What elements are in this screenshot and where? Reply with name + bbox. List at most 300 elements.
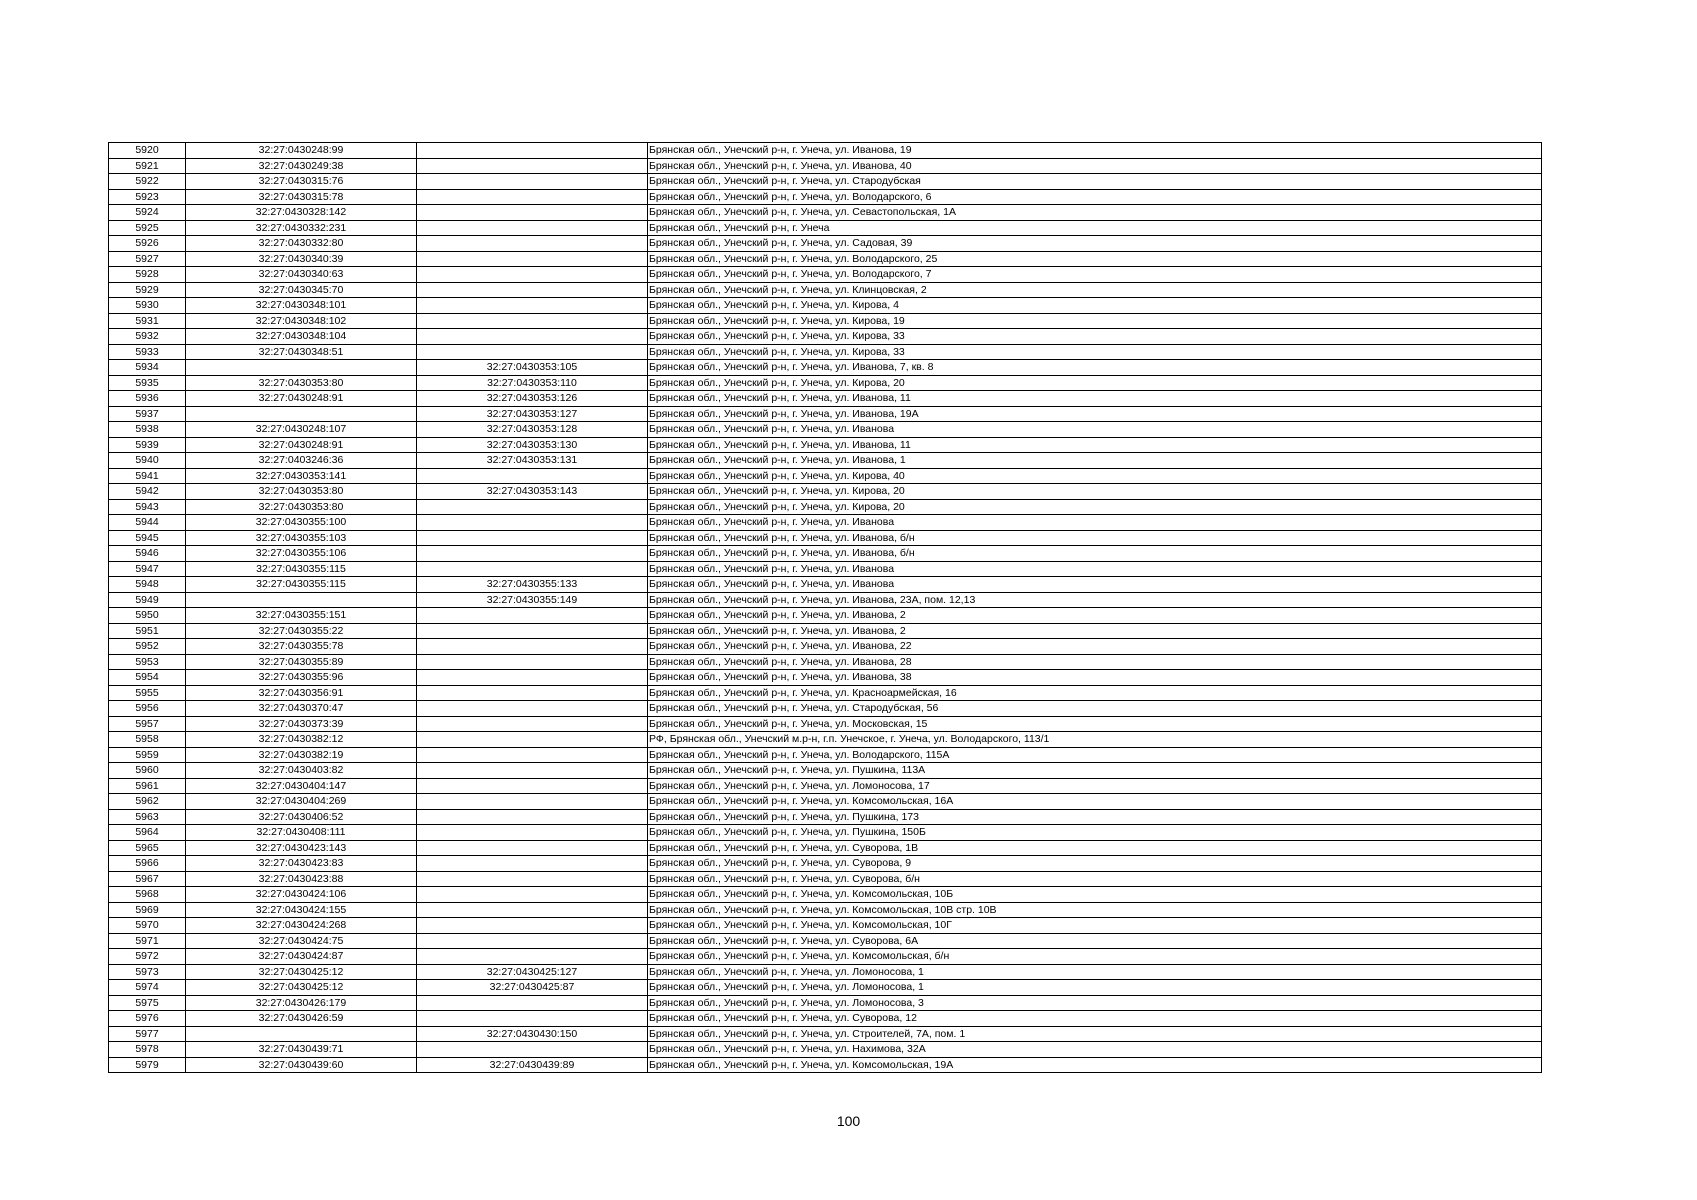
cadastral-number-cell: 32:27:0430355:96 [186, 670, 417, 686]
cadastral-table [108, 142, 1542, 1073]
cadastral-number-cell [186, 360, 417, 376]
address-cell: Брянская обл., Унечский р-н, г. Унеча, ул. Комсомольская, 19А [648, 1057, 1542, 1073]
cadastral-number-cell: 32:27:0430439:71 [186, 1042, 417, 1058]
row-number-cell: 5928 [109, 267, 186, 283]
table-row [109, 654, 1542, 670]
table-row [109, 561, 1542, 577]
table-row [109, 406, 1542, 422]
table-row [109, 499, 1542, 515]
cadastral-number-cell: 32:27:0430355:89 [186, 654, 417, 670]
address-cell: РФ, Брянская обл., Унечский м.р-н, г.п. Унечское, г. Унеча, ул. Володарского, 113/1 [648, 732, 1542, 748]
table-row [109, 515, 1542, 531]
related-cadastral-number-cell [417, 267, 648, 283]
cadastral-number-cell: 32:27:0430404:269 [186, 794, 417, 810]
related-cadastral-number-cell: 32:27:0430353:143 [417, 484, 648, 500]
table-row [109, 809, 1542, 825]
table-row [109, 933, 1542, 949]
address-cell: Брянская обл., Унечский р-н, г. Унеча, ул. Красноармейская, 16 [648, 685, 1542, 701]
address-cell: Брянская обл., Унечский р-н, г. Унеча, ул. Ломоносова, 17 [648, 778, 1542, 794]
table-row [109, 1026, 1542, 1042]
address-cell: Брянская обл., Унечский р-н, г. Унеча, ул. Севастопольская, 1А [648, 205, 1542, 221]
related-cadastral-number-cell [417, 871, 648, 887]
address-cell: Брянская обл., Унечский р-н, г. Унеча, ул. Комсомольская, 10Г [648, 918, 1542, 934]
table-row [109, 267, 1542, 283]
related-cadastral-number-cell: 32:27:0430425:87 [417, 980, 648, 996]
address-cell: Брянская обл., Унечский р-н, г. Унеча, ул. Иванова, б/н [648, 530, 1542, 546]
cadastral-number-cell: 32:27:0430424:75 [186, 933, 417, 949]
table-row [109, 329, 1542, 345]
table-row [109, 732, 1542, 748]
cadastral-number-cell [186, 1026, 417, 1042]
table-row [109, 236, 1542, 252]
address-cell: Брянская обл., Унечский р-н, г. Унеча, ул. Иванова, 2 [648, 608, 1542, 624]
row-number-cell: 5950 [109, 608, 186, 624]
row-number-cell: 5932 [109, 329, 186, 345]
cadastral-number-cell: 32:27:0430328:142 [186, 205, 417, 221]
related-cadastral-number-cell [417, 716, 648, 732]
address-cell: Брянская обл., Унечский р-н, г. Унеча, ул. Кирова, 4 [648, 298, 1542, 314]
related-cadastral-number-cell [417, 840, 648, 856]
address-cell: Брянская обл., Унечский р-н, г. Унеча, ул. Иванова, 40 [648, 158, 1542, 174]
related-cadastral-number-cell [417, 949, 648, 965]
related-cadastral-number-cell: 32:27:0430353:110 [417, 375, 648, 391]
table-row [109, 716, 1542, 732]
row-number-cell: 5969 [109, 902, 186, 918]
cadastral-number-cell: 32:27:0430382:12 [186, 732, 417, 748]
table-row [109, 174, 1542, 190]
cadastral-number-cell: 32:27:0430370:47 [186, 701, 417, 717]
related-cadastral-number-cell [417, 623, 648, 639]
related-cadastral-number-cell [417, 685, 648, 701]
row-number-cell: 5958 [109, 732, 186, 748]
cadastral-number-cell: 32:27:0403246:36 [186, 453, 417, 469]
address-cell: Брянская обл., Унечский р-н, г. Унеча, ул. Иванова, 22 [648, 639, 1542, 655]
related-cadastral-number-cell: 32:27:0430353:128 [417, 422, 648, 438]
related-cadastral-number-cell: 32:27:0430353:105 [417, 360, 648, 376]
related-cadastral-number-cell [417, 887, 648, 903]
related-cadastral-number-cell [417, 825, 648, 841]
row-number-cell: 5953 [109, 654, 186, 670]
related-cadastral-number-cell [417, 313, 648, 329]
address-cell: Брянская обл., Унечский р-н, г. Унеча, ул. Володарского, 25 [648, 251, 1542, 267]
row-number-cell: 5936 [109, 391, 186, 407]
row-number-cell: 5960 [109, 763, 186, 779]
address-cell: Брянская обл., Унечский р-н, г. Унеча, ул. Садовая, 39 [648, 236, 1542, 252]
cadastral-number-cell: 32:27:0430423:88 [186, 871, 417, 887]
row-number-cell: 5972 [109, 949, 186, 965]
row-number-cell: 5951 [109, 623, 186, 639]
table-row [109, 639, 1542, 655]
row-number-cell: 5959 [109, 747, 186, 763]
related-cadastral-number-cell: 32:27:0430430:150 [417, 1026, 648, 1042]
related-cadastral-number-cell [417, 732, 648, 748]
cadastral-number-cell: 32:27:0430373:39 [186, 716, 417, 732]
row-number-cell: 5931 [109, 313, 186, 329]
cadastral-number-cell: 32:27:0430315:76 [186, 174, 417, 190]
cadastral-number-cell: 32:27:0430340:39 [186, 251, 417, 267]
related-cadastral-number-cell: 32:27:0430439:89 [417, 1057, 648, 1073]
related-cadastral-number-cell [417, 778, 648, 794]
related-cadastral-number-cell [417, 701, 648, 717]
table-row [109, 1057, 1542, 1073]
cadastral-number-cell: 32:27:0430355:115 [186, 561, 417, 577]
table-row [109, 995, 1542, 1011]
cadastral-number-cell: 32:27:0430406:52 [186, 809, 417, 825]
cadastral-number-cell: 32:27:0430348:101 [186, 298, 417, 314]
table-row [109, 546, 1542, 562]
related-cadastral-number-cell [417, 763, 648, 779]
cadastral-number-cell: 32:27:0430348:102 [186, 313, 417, 329]
related-cadastral-number-cell [417, 282, 648, 298]
address-cell: Брянская обл., Унечский р-н, г. Унеча, ул. Кирова, 19 [648, 313, 1542, 329]
row-number-cell: 5963 [109, 809, 186, 825]
cadastral-number-cell: 32:27:0430353:141 [186, 468, 417, 484]
table-row [109, 825, 1542, 841]
related-cadastral-number-cell [417, 902, 648, 918]
row-number-cell: 5945 [109, 530, 186, 546]
row-number-cell: 5954 [109, 670, 186, 686]
table-row [109, 375, 1542, 391]
related-cadastral-number-cell [417, 329, 648, 345]
row-number-cell: 5930 [109, 298, 186, 314]
address-cell: Брянская обл., Унечский р-н, г. Унеча, ул. Иванова, 38 [648, 670, 1542, 686]
address-cell: Брянская обл., Унечский р-н, г. Унеча, ул. Суворова, 6А [648, 933, 1542, 949]
cadastral-number-cell: 32:27:0430248:91 [186, 391, 417, 407]
related-cadastral-number-cell [417, 298, 648, 314]
cadastral-number-cell: 32:27:0430356:91 [186, 685, 417, 701]
cadastral-number-cell: 32:27:0430348:51 [186, 344, 417, 360]
related-cadastral-number-cell: 32:27:0430425:127 [417, 964, 648, 980]
related-cadastral-number-cell [417, 158, 648, 174]
row-number-cell: 5937 [109, 406, 186, 422]
row-number-cell: 5976 [109, 1011, 186, 1027]
row-number-cell: 5975 [109, 995, 186, 1011]
address-cell: Брянская обл., Унечский р-н, г. Унеча, ул. Комсомольская, 16А [648, 794, 1542, 810]
row-number-cell: 5934 [109, 360, 186, 376]
cadastral-number-cell: 32:27:0430403:82 [186, 763, 417, 779]
row-number-cell: 5921 [109, 158, 186, 174]
row-number-cell: 5929 [109, 282, 186, 298]
row-number-cell: 5949 [109, 592, 186, 608]
address-cell: Брянская обл., Унечский р-н, г. Унеча, ул. Кирова, 33 [648, 344, 1542, 360]
row-number-cell: 5968 [109, 887, 186, 903]
cadastral-number-cell: 32:27:0430423:83 [186, 856, 417, 872]
address-cell: Брянская обл., Унечский р-н, г. Унеча, ул. Суворова, 9 [648, 856, 1542, 872]
cadastral-number-cell [186, 592, 417, 608]
address-cell: Брянская обл., Унечский р-н, г. Унеча, ул. Иванова [648, 515, 1542, 531]
table-row [109, 701, 1542, 717]
related-cadastral-number-cell [417, 670, 648, 686]
address-cell: Брянская обл., Унечский р-н, г. Унеча, ул. Суворова, б/н [648, 871, 1542, 887]
table-row [109, 794, 1542, 810]
cadastral-number-cell: 32:27:0430353:80 [186, 484, 417, 500]
cadastral-number-cell: 32:27:0430248:91 [186, 437, 417, 453]
row-number-cell: 5978 [109, 1042, 186, 1058]
table-row [109, 623, 1542, 639]
row-number-cell: 5952 [109, 639, 186, 655]
related-cadastral-number-cell [417, 794, 648, 810]
related-cadastral-number-cell [417, 856, 648, 872]
cadastral-number-cell: 32:27:0430382:19 [186, 747, 417, 763]
cadastral-number-cell: 32:27:0430315:78 [186, 189, 417, 205]
row-number-cell: 5974 [109, 980, 186, 996]
cadastral-number-cell: 32:27:0430424:87 [186, 949, 417, 965]
cadastral-number-cell: 32:27:0430355:106 [186, 546, 417, 562]
related-cadastral-number-cell [417, 561, 648, 577]
cadastral-number-cell: 32:27:0430249:38 [186, 158, 417, 174]
address-cell: Брянская обл., Унечский р-н, г. Унеча, ул. Стародубская, 56 [648, 701, 1542, 717]
table-row [109, 856, 1542, 872]
cadastral-number-cell: 32:27:0430345:70 [186, 282, 417, 298]
related-cadastral-number-cell [417, 205, 648, 221]
table-row [109, 282, 1542, 298]
row-number-cell: 5967 [109, 871, 186, 887]
cadastral-number-cell: 32:27:0430355:78 [186, 639, 417, 655]
table-row [109, 360, 1542, 376]
address-cell: Брянская обл., Унечский р-н, г. Унеча, ул. Пушкина, 150Б [648, 825, 1542, 841]
related-cadastral-number-cell [417, 530, 648, 546]
related-cadastral-number-cell [417, 174, 648, 190]
related-cadastral-number-cell [417, 933, 648, 949]
table-row [109, 747, 1542, 763]
address-cell: Брянская обл., Унечский р-н, г. Унеча, ул. Володарского, 115А [648, 747, 1542, 763]
table-row [109, 220, 1542, 236]
related-cadastral-number-cell [417, 251, 648, 267]
related-cadastral-number-cell: 32:27:0430353:127 [417, 406, 648, 422]
address-cell: Брянская обл., Унечский р-н, г. Унеча, ул. Ломоносова, 3 [648, 995, 1542, 1011]
page-number: 100 [836, 1113, 861, 1129]
table-row [109, 980, 1542, 996]
related-cadastral-number-cell [417, 1042, 648, 1058]
address-cell: Брянская обл., Унечский р-н, г. Унеча, ул. Володарского, 7 [648, 267, 1542, 283]
table-row [109, 143, 1542, 159]
cadastral-number-cell: 32:27:0430424:106 [186, 887, 417, 903]
address-cell: Брянская обл., Унечский р-н, г. Унеча, ул. Нахимова, 32А [648, 1042, 1542, 1058]
table-row [109, 871, 1542, 887]
related-cadastral-number-cell [417, 639, 648, 655]
related-cadastral-number-cell [417, 918, 648, 934]
table-row [109, 391, 1542, 407]
address-cell: Брянская обл., Унечский р-н, г. Унеча, ул. Кирова, 40 [648, 468, 1542, 484]
row-number-cell: 5946 [109, 546, 186, 562]
row-number-cell: 5944 [109, 515, 186, 531]
cadastral-number-cell: 32:27:0430340:63 [186, 267, 417, 283]
cadastral-number-cell: 32:27:0430332:231 [186, 220, 417, 236]
table-row [109, 685, 1542, 701]
table-row [109, 887, 1542, 903]
row-number-cell: 5965 [109, 840, 186, 856]
address-cell: Брянская обл., Унечский р-н, г. Унеча, ул. Иванова, б/н [648, 546, 1542, 562]
address-cell: Брянская обл., Унечский р-н, г. Унеча, ул. Иванова, 19А [648, 406, 1542, 422]
row-number-cell: 5943 [109, 499, 186, 515]
cadastral-number-cell: 32:27:0430423:143 [186, 840, 417, 856]
table-body [109, 143, 1542, 1073]
related-cadastral-number-cell [417, 236, 648, 252]
table-row [109, 530, 1542, 546]
table-row [109, 1042, 1542, 1058]
table-row [109, 344, 1542, 360]
table-row [109, 453, 1542, 469]
row-number-cell: 5920 [109, 143, 186, 159]
table-row [109, 577, 1542, 593]
address-cell: Брянская обл., Унечский р-н, г. Унеча, ул. Пушкина, 113А [648, 763, 1542, 779]
cadastral-number-cell: 32:27:0430248:99 [186, 143, 417, 159]
cadastral-number-cell: 32:27:0430248:107 [186, 422, 417, 438]
table-row [109, 918, 1542, 934]
address-cell: Брянская обл., Унечский р-н, г. Унеча, ул. Иванова, 28 [648, 654, 1542, 670]
row-number-cell: 5970 [109, 918, 186, 934]
related-cadastral-number-cell: 32:27:0430353:131 [417, 453, 648, 469]
address-cell: Брянская обл., Унечский р-н, г. Унеча, ул. Суворова, 1В [648, 840, 1542, 856]
row-number-cell: 5933 [109, 344, 186, 360]
table-row [109, 437, 1542, 453]
table-row [109, 778, 1542, 794]
address-cell: Брянская обл., Унечский р-н, г. Унеча, ул. Стародубская [648, 174, 1542, 190]
cadastral-number-cell: 32:27:0430353:80 [186, 375, 417, 391]
address-cell: Брянская обл., Унечский р-н, г. Унеча, ул. Комсомольская, б/н [648, 949, 1542, 965]
related-cadastral-number-cell: 32:27:0430355:133 [417, 577, 648, 593]
table-row [109, 313, 1542, 329]
cadastral-number-cell: 32:27:0430425:12 [186, 980, 417, 996]
table-row [109, 158, 1542, 174]
cadastral-number-cell: 32:27:0430355:151 [186, 608, 417, 624]
table-row [109, 763, 1542, 779]
row-number-cell: 5956 [109, 701, 186, 717]
row-number-cell: 5979 [109, 1057, 186, 1073]
row-number-cell: 5927 [109, 251, 186, 267]
cadastral-number-cell: 32:27:0430355:103 [186, 530, 417, 546]
cadastral-number-cell: 32:27:0430408:111 [186, 825, 417, 841]
cadastral-number-cell: 32:27:0430424:155 [186, 902, 417, 918]
related-cadastral-number-cell [417, 654, 648, 670]
address-cell: Брянская обл., Унечский р-н, г. Унеча, ул. Иванова, 11 [648, 391, 1542, 407]
address-cell: Брянская обл., Унечский р-н, г. Унеча, ул. Кирова, 20 [648, 499, 1542, 515]
cadastral-number-cell: 32:27:0430426:59 [186, 1011, 417, 1027]
related-cadastral-number-cell: 32:27:0430353:130 [417, 437, 648, 453]
address-cell: Брянская обл., Унечский р-н, г. Унеча, ул. Суворова, 12 [648, 1011, 1542, 1027]
address-cell: Брянская обл., Унечский р-н, г. Унеча, ул. Ломоносова, 1 [648, 964, 1542, 980]
cadastral-number-cell: 32:27:0430353:80 [186, 499, 417, 515]
row-number-cell: 5948 [109, 577, 186, 593]
cadastral-number-cell [186, 406, 417, 422]
address-cell: Брянская обл., Унечский р-н, г. Унеча, ул. Иванова, 23А, пом. 12,13 [648, 592, 1542, 608]
row-number-cell: 5935 [109, 375, 186, 391]
table-row [109, 189, 1542, 205]
cadastral-number-cell: 32:27:0430355:100 [186, 515, 417, 531]
table-row [109, 484, 1542, 500]
related-cadastral-number-cell [417, 515, 648, 531]
table-row [109, 608, 1542, 624]
row-number-cell: 5924 [109, 205, 186, 221]
row-number-cell: 5941 [109, 468, 186, 484]
address-cell: Брянская обл., Унечский р-н, г. Унеча, ул. Московская, 15 [648, 716, 1542, 732]
address-cell: Брянская обл., Унечский р-н, г. Унеча, ул. Комсомольская, 10Б [648, 887, 1542, 903]
row-number-cell: 5962 [109, 794, 186, 810]
table-row [109, 592, 1542, 608]
related-cadastral-number-cell [417, 546, 648, 562]
row-number-cell: 5942 [109, 484, 186, 500]
address-cell: Брянская обл., Унечский р-н, г. Унеча, ул. Комсомольская, 10В стр. 10В [648, 902, 1542, 918]
address-cell: Брянская обл., Унечский р-н, г. Унеча, ул. Иванова, 7, кв. 8 [648, 360, 1542, 376]
row-number-cell: 5964 [109, 825, 186, 841]
related-cadastral-number-cell [417, 1011, 648, 1027]
cadastral-number-cell: 32:27:0430348:104 [186, 329, 417, 345]
row-number-cell: 5955 [109, 685, 186, 701]
address-cell: Брянская обл., Унечский р-н, г. Унеча, ул. Кирова, 20 [648, 375, 1542, 391]
address-cell: Брянская обл., Унечский р-н, г. Унеча, ул. Иванова [648, 422, 1542, 438]
related-cadastral-number-cell [417, 189, 648, 205]
address-cell: Брянская обл., Унечский р-н, г. Унеча, ул. Володарского, 6 [648, 189, 1542, 205]
address-cell: Брянская обл., Унечский р-н, г. Унеча, ул. Иванова [648, 577, 1542, 593]
related-cadastral-number-cell [417, 995, 648, 1011]
address-cell: Брянская обл., Унечский р-н, г. Унеча, ул. Клинцовская, 2 [648, 282, 1542, 298]
address-cell: Брянская обл., Унечский р-н, г. Унеча, ул. Кирова, 20 [648, 484, 1542, 500]
row-number-cell: 5925 [109, 220, 186, 236]
address-cell: Брянская обл., Унечский р-н, г. Унеча, ул. Ломоносова, 1 [648, 980, 1542, 996]
row-number-cell: 5957 [109, 716, 186, 732]
table-row [109, 1011, 1542, 1027]
table-row [109, 670, 1542, 686]
table-row [109, 964, 1542, 980]
cadastral-number-cell: 32:27:0430404:147 [186, 778, 417, 794]
address-cell: Брянская обл., Унечский р-н, г. Унеча, ул. Пушкина, 173 [648, 809, 1542, 825]
related-cadastral-number-cell [417, 499, 648, 515]
table-row [109, 468, 1542, 484]
row-number-cell: 5923 [109, 189, 186, 205]
row-number-cell: 5947 [109, 561, 186, 577]
table-row [109, 949, 1542, 965]
address-cell: Брянская обл., Унечский р-н, г. Унеча, ул. Иванова, 2 [648, 623, 1542, 639]
related-cadastral-number-cell: 32:27:0430355:149 [417, 592, 648, 608]
row-number-cell: 5973 [109, 964, 186, 980]
table-row [109, 902, 1542, 918]
table-row [109, 840, 1542, 856]
related-cadastral-number-cell [417, 809, 648, 825]
cadastral-number-cell: 32:27:0430426:179 [186, 995, 417, 1011]
related-cadastral-number-cell [417, 608, 648, 624]
related-cadastral-number-cell [417, 747, 648, 763]
related-cadastral-number-cell: 32:27:0430353:126 [417, 391, 648, 407]
address-cell: Брянская обл., Унечский р-н, г. Унеча [648, 220, 1542, 236]
related-cadastral-number-cell [417, 220, 648, 236]
row-number-cell: 5977 [109, 1026, 186, 1042]
row-number-cell: 5922 [109, 174, 186, 190]
related-cadastral-number-cell [417, 344, 648, 360]
row-number-cell: 5966 [109, 856, 186, 872]
address-cell: Брянская обл., Унечский р-н, г. Унеча, ул. Иванова, 1 [648, 453, 1542, 469]
cadastral-number-cell: 32:27:0430355:22 [186, 623, 417, 639]
cadastral-number-cell: 32:27:0430425:12 [186, 964, 417, 980]
table-row [109, 298, 1542, 314]
table-row [109, 422, 1542, 438]
address-cell: Брянская обл., Унечский р-н, г. Унеча, ул. Строителей, 7А, пом. 1 [648, 1026, 1542, 1042]
row-number-cell: 5938 [109, 422, 186, 438]
address-cell: Брянская обл., Унечский р-н, г. Унеча, ул. Иванова [648, 561, 1542, 577]
cadastral-number-cell: 32:27:0430439:60 [186, 1057, 417, 1073]
row-number-cell: 5940 [109, 453, 186, 469]
row-number-cell: 5971 [109, 933, 186, 949]
related-cadastral-number-cell [417, 468, 648, 484]
address-cell: Брянская обл., Унечский р-н, г. Унеча, ул. Иванова, 19 [648, 143, 1542, 159]
related-cadastral-number-cell [417, 143, 648, 159]
row-number-cell: 5926 [109, 236, 186, 252]
cadastral-number-cell: 32:27:0430355:115 [186, 577, 417, 593]
row-number-cell: 5961 [109, 778, 186, 794]
cadastral-number-cell: 32:27:0430424:268 [186, 918, 417, 934]
address-cell: Брянская обл., Унечский р-н, г. Унеча, ул. Иванова, 11 [648, 437, 1542, 453]
address-cell: Брянская обл., Унечский р-н, г. Унеча, ул. Кирова, 33 [648, 329, 1542, 345]
cadastral-number-cell: 32:27:0430332:80 [186, 236, 417, 252]
